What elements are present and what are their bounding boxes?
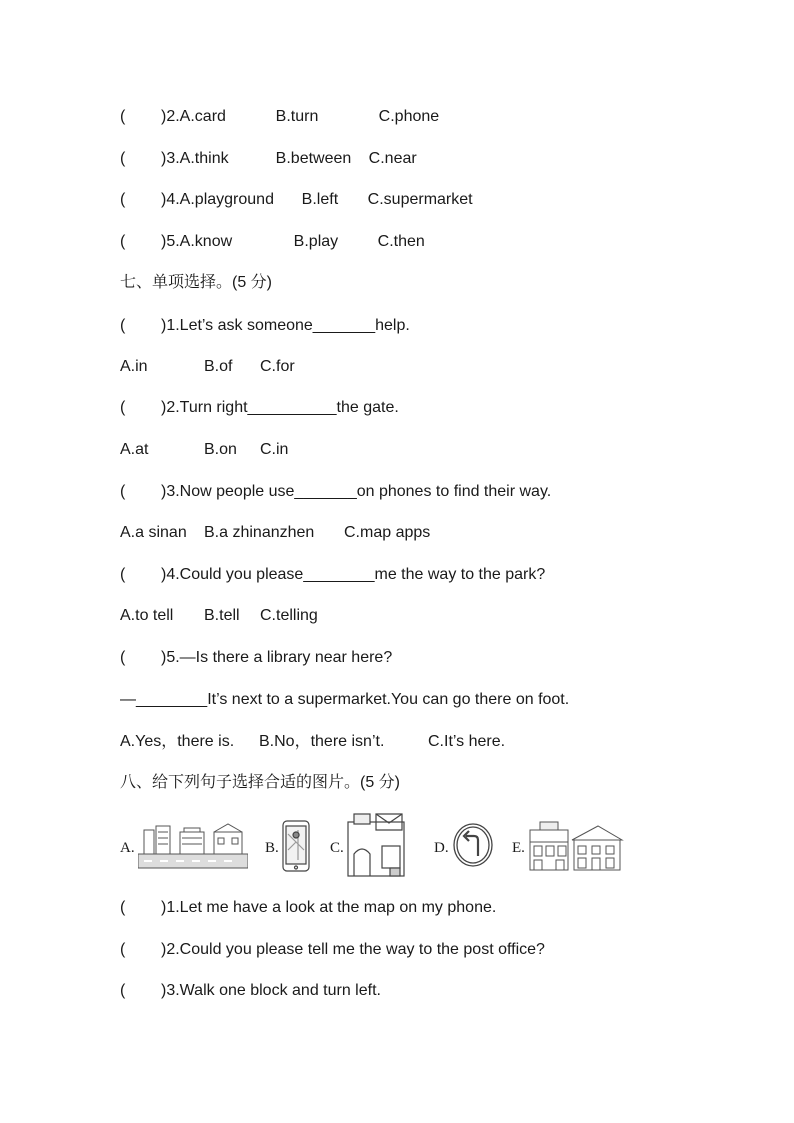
option-c: C.then — [377, 233, 425, 250]
option-c: C.It’s here. — [428, 733, 506, 750]
answer-blank[interactable]: ________ — [136, 691, 208, 708]
picture-label-e: E. — [512, 840, 525, 856]
s7-q5-options — [120, 732, 505, 752]
s7-q3-options — [120, 523, 430, 543]
bracket: ( — [120, 108, 126, 125]
option-a: A.know — [179, 233, 233, 250]
s7-q2-options — [120, 440, 288, 460]
option-a: A.Yes，there is. — [120, 733, 235, 750]
houses-icon — [528, 820, 624, 872]
option-b: B.No，there isn’t. — [259, 733, 385, 750]
option-c: C.telling — [260, 607, 318, 624]
option-c: C.phone — [378, 108, 440, 125]
option-c: C.map apps — [344, 524, 431, 541]
answer-blank[interactable]: ________ — [303, 566, 375, 583]
s7-q4-options — [120, 606, 318, 626]
picture-label-d: D. — [434, 840, 449, 856]
s7-q1-options — [120, 357, 295, 377]
option-a: A.a sinan — [120, 524, 187, 541]
section-8-title: 八、给下列句子选择合适的图片。(5 分) — [120, 774, 401, 791]
option-a: A.think — [179, 150, 229, 167]
option-c: C.near — [368, 150, 417, 167]
option-b: B.turn — [275, 108, 319, 125]
picture-label-c: C. — [330, 840, 344, 856]
s6-item-4: ( ) 4. A.playground B.left C.supermarket — [120, 191, 473, 208]
option-a: A.to tell — [120, 607, 174, 624]
s7-q5: ( )5.—Is there a library near here? — [120, 649, 393, 666]
s6-item-5: ( ) 5. A.know B.play C.then — [120, 233, 425, 250]
s7-q1: ( )1.Let’s ask someone _______ help. — [120, 317, 410, 334]
s7-q3: ( )3.Now people use _______ on phones to find their way. — [120, 483, 552, 500]
option-b: B.between — [275, 150, 352, 167]
option-c: C.for — [260, 358, 295, 375]
option-b: B.a zhinanzhen — [204, 524, 315, 541]
option-b: B.of — [204, 358, 233, 375]
s7-q5-answer: — ________ It’s next to a supermarket.You can go there on foot. — [120, 691, 570, 708]
answer-blank[interactable]: __________ — [247, 399, 337, 416]
picture-label-a: A. — [120, 840, 135, 856]
option-c: C.supermarket — [367, 191, 473, 208]
section-7-title: 七、单项选择。(5 分) — [120, 274, 273, 291]
s8-item-1: ( )1.Let me have a look at the map on my phone. — [120, 899, 497, 916]
option-b: B.play — [293, 233, 339, 250]
phone-map-icon — [282, 820, 310, 872]
street-buildings-icon — [138, 822, 248, 870]
option-a: A.in — [120, 358, 148, 375]
s6-item-2: ( ) 2. A.card B.turn C.phone — [120, 108, 440, 125]
picture-options — [120, 810, 640, 882]
s7-q4: ( )4.Could you please ________ me the way to the park? — [120, 566, 546, 583]
s6-item-3: ( ) 3. A.think B.between C.near — [120, 150, 417, 167]
s8-item-3: ( )3.Walk one block and turn left. — [120, 982, 381, 999]
turn-left-sign-icon — [452, 822, 494, 868]
picture-label-b: B. — [265, 840, 279, 856]
option-a: A.card — [179, 108, 226, 125]
option-b: B.left — [301, 191, 339, 208]
option-b: B.tell — [204, 607, 240, 624]
option-c: C.in — [260, 441, 289, 458]
post-office-icon — [346, 810, 410, 878]
s8-item-2: ( )2.Could you please tell me the way to the post office? — [120, 941, 545, 958]
answer-blank[interactable]: _______ — [312, 317, 376, 334]
answer-blank[interactable]: _______ — [294, 483, 357, 500]
s7-q2: ( )2.Turn right __________ the gate. — [120, 399, 399, 416]
option-a: A.playground — [179, 191, 274, 208]
option-a: A.at — [120, 441, 149, 458]
option-b: B.on — [204, 441, 237, 458]
